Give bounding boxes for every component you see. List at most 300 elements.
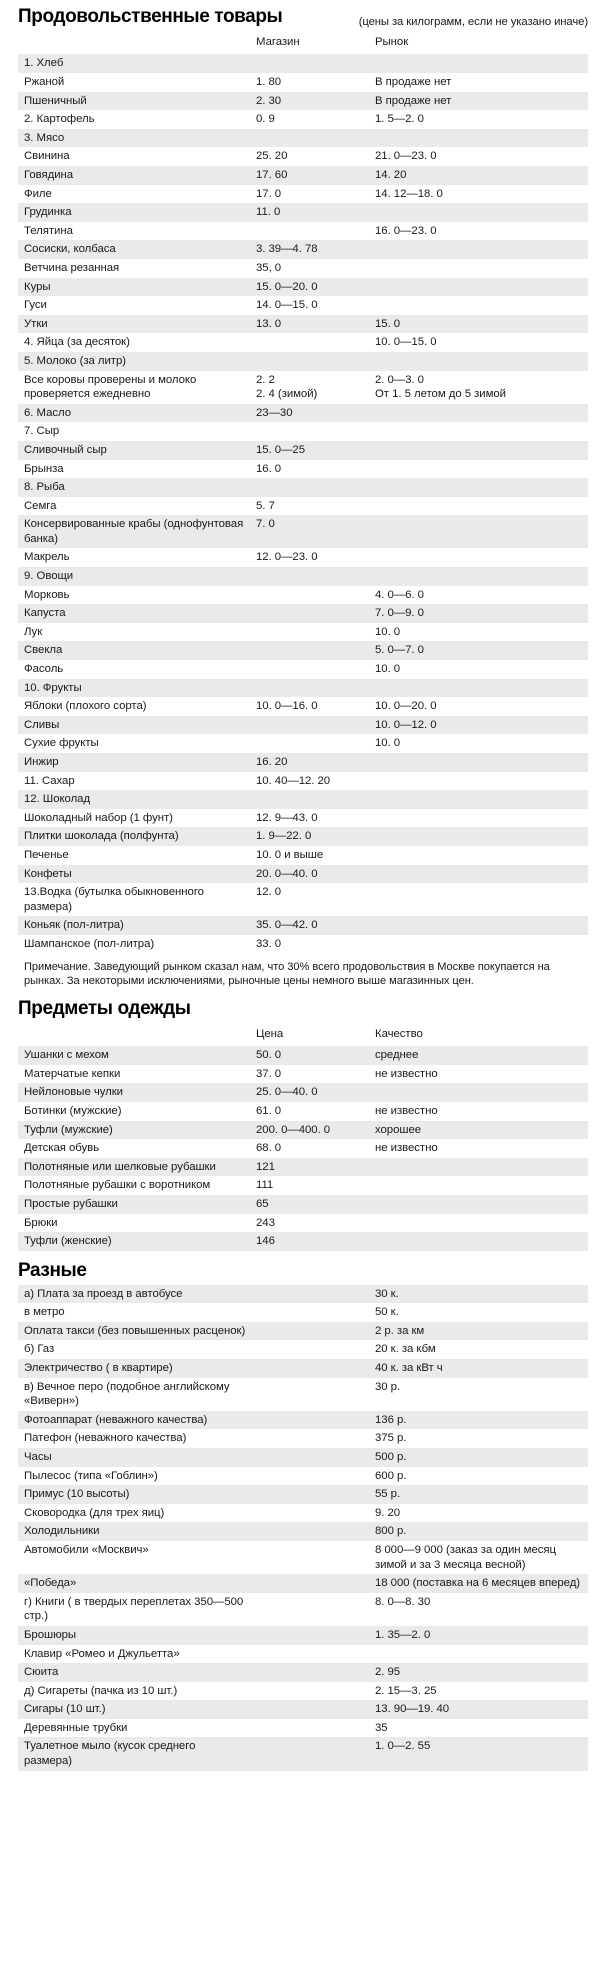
item-name: Сосиски, колбаса: [18, 240, 250, 259]
table-row: [18, 203, 588, 222]
item-price-secondary: 50 к.: [375, 1306, 399, 1319]
item-price-primary: 25. 0—40. 0: [250, 1083, 369, 1102]
table-row: [18, 865, 588, 884]
item-price-secondary: не известно: [375, 1142, 438, 1155]
item-price-secondary: 40 к. за кВт ч: [369, 1359, 588, 1378]
item-name: Сливы: [18, 716, 250, 735]
item-price-secondary: [369, 1158, 588, 1177]
section-heading-row: [18, 1260, 588, 1284]
item-name: Куры: [18, 278, 250, 297]
item-price-secondary: [369, 1232, 588, 1251]
item-price-primary: 17. 60: [250, 166, 369, 185]
column-header-2: Качество: [369, 1023, 588, 1047]
item-price-secondary: [369, 422, 588, 441]
item-name: Свекла: [18, 641, 250, 660]
item-price-secondary: 8. 0—8. 30: [375, 1595, 431, 1608]
item-name: в) Вечное перо (подобное английскому «Виверн»): [24, 1380, 230, 1408]
table-row: [18, 1522, 588, 1541]
item-price-secondary: [369, 441, 588, 460]
item-price-primary: [250, 679, 369, 698]
item-price-secondary: 18 000 (поставка на 6 месяцев вперед): [369, 1574, 588, 1593]
item-price-primary: [250, 1359, 369, 1378]
section-title: Продовольственные товары: [18, 6, 283, 27]
item-price-primary: [250, 1411, 369, 1430]
column-header-1: Магазин: [250, 31, 369, 55]
item-price-secondary: 2. 15—3. 25: [375, 1684, 437, 1697]
table-row: [18, 404, 588, 423]
item-name: Электричество ( в квартире): [18, 1359, 250, 1378]
item-price-primary: [250, 478, 369, 497]
table-row: [18, 1700, 588, 1719]
item-price-secondary: 375 р.: [375, 1432, 407, 1445]
table-row: [18, 478, 588, 497]
item-price-secondary: 16. 0—23. 0: [375, 224, 437, 237]
item-price-primary: [250, 352, 369, 371]
item-price-primary: 5. 7: [256, 499, 275, 512]
table-row: [18, 1359, 588, 1378]
item-name: Матерчатые кепки: [24, 1067, 121, 1080]
sections-container: [18, 6, 588, 1780]
table-row: [18, 716, 588, 735]
item-price-primary: 12. 0: [256, 886, 282, 899]
table-row: [18, 1574, 588, 1593]
item-name: Полотняные рубашки с воротником: [24, 1179, 211, 1192]
item-price-primary: 1. 80: [256, 76, 282, 89]
section-subtitle: (цены за килограмм, если не указано иначе): [358, 16, 588, 28]
item-price-primary: 12. 0—23. 0: [256, 551, 318, 564]
column-header-row: [18, 1023, 588, 1047]
item-price-primary: [250, 1378, 369, 1411]
table-row: [18, 315, 588, 334]
item-price-primary: 25. 20: [256, 150, 288, 163]
item-name: Туалетное мыло (кусок среднего размера): [18, 1737, 250, 1770]
table-row: [18, 371, 588, 404]
item-name: Полотняные или шелковые рубашки: [18, 1158, 250, 1177]
item-price-secondary: [369, 129, 588, 148]
item-name: 2. Картофель: [24, 113, 95, 126]
item-price-primary: 20. 0—40. 0: [250, 865, 369, 884]
item-name: Утки: [18, 315, 250, 334]
item-price-secondary: [369, 203, 588, 222]
item-name: Грудинка: [18, 203, 250, 222]
table-row: [18, 1214, 588, 1233]
item-price-secondary: 1. 0—2. 55: [369, 1737, 588, 1770]
item-name: Плитки шоколада (полфунта): [18, 827, 250, 846]
item-name: Примус (10 высоты): [18, 1485, 250, 1504]
item-name: 5. Молоко (за литр): [18, 352, 250, 371]
item-name: Патефон (неважного качества): [24, 1432, 187, 1445]
table-row: [18, 259, 588, 278]
item-price-primary: [250, 1574, 369, 1593]
table-row: [18, 92, 588, 111]
item-price-primary: 0. 9: [256, 113, 275, 126]
section-note: Примечание. Заведующий рынком сказал нам, что 30% всего продовольствия в Москве покупается на рынках. За некоторыми исключениями, рыночные цены немного выше магазинных цен.: [24, 960, 550, 988]
table-row: [18, 1340, 588, 1359]
item-name: Телятина: [24, 224, 73, 237]
item-price-primary: [250, 1448, 369, 1467]
table-row: [18, 772, 588, 791]
item-price-secondary: [369, 278, 588, 297]
section-heading-row: [18, 6, 588, 30]
item-price-secondary: 14. 20: [369, 166, 588, 185]
table-row: [18, 1102, 588, 1121]
item-price-secondary: [369, 1214, 588, 1233]
item-name: Все коровы проверены и молоко проверяется ежедневно: [24, 373, 197, 401]
item-price-secondary: 10. 0—20. 0: [375, 700, 437, 713]
item-price-primary: 3. 39—4. 78: [250, 240, 369, 259]
item-price-secondary: 30 к.: [369, 1285, 588, 1304]
item-price-primary: [250, 1700, 369, 1719]
item-price-secondary: 136 р.: [369, 1411, 588, 1430]
price-table-clothing: [18, 1023, 588, 1251]
item-price-primary: [250, 1485, 369, 1504]
item-price-primary: [250, 1719, 369, 1738]
table-row: [18, 846, 588, 865]
item-price-secondary: В продаже нет: [375, 76, 452, 89]
section-spacer: [18, 1251, 588, 1260]
item-price-secondary: 9. 20: [375, 1506, 401, 1519]
table-row: [18, 1663, 588, 1682]
item-price-secondary: 600 р.: [375, 1469, 407, 1482]
item-price-secondary: [369, 916, 588, 935]
item-name: 1. Хлеб: [18, 54, 250, 73]
item-price-secondary: [369, 352, 588, 371]
table-row: [18, 1083, 588, 1102]
table-row: [18, 1429, 588, 1448]
item-price-secondary: [369, 497, 588, 516]
item-price-secondary: [369, 296, 588, 315]
item-name: Ветчина резанная: [24, 261, 120, 274]
item-price-secondary: [369, 679, 588, 698]
table-row: [18, 809, 588, 828]
item-name: Холодильники: [18, 1522, 250, 1541]
item-price-primary: [250, 54, 369, 73]
table-row: [18, 1139, 588, 1158]
item-price-secondary: 1. 35—2. 0: [369, 1626, 588, 1645]
item-name: 12. Шоколад: [18, 790, 250, 809]
item-price-secondary: [369, 790, 588, 809]
column-header-2: Рынок: [369, 31, 588, 55]
item-price-secondary: 8 000—9 000 (заказ за один месяц зимой и за 3 месяца весной): [375, 1543, 556, 1571]
table-row: [18, 1626, 588, 1645]
item-name: Детская обувь: [24, 1142, 99, 1155]
item-price-secondary: 10. 0: [375, 663, 401, 676]
item-price-primary: [250, 1504, 369, 1523]
item-price-primary: 37. 0: [256, 1067, 282, 1080]
item-price-primary: 10. 40—12. 20: [256, 774, 331, 787]
item-price-secondary: [369, 883, 588, 916]
item-name: Макрель: [24, 551, 70, 564]
item-name: Гуси: [24, 299, 47, 312]
section-food: [18, 6, 588, 989]
table-row: [18, 604, 588, 623]
table-row: [18, 54, 588, 73]
table-row: [18, 1645, 588, 1664]
table-row: [18, 460, 588, 479]
item-name: 4. Яйца (за десяток): [24, 336, 130, 349]
item-name: Простые рубашки: [18, 1195, 250, 1214]
table-row: [18, 1682, 588, 1701]
table-row: [18, 1322, 588, 1341]
item-price-primary: 33. 0: [256, 937, 282, 950]
item-price-secondary: В продаже нет: [369, 92, 588, 111]
table-row: [18, 1158, 588, 1177]
item-price-primary: 1. 9—22. 0: [250, 827, 369, 846]
item-name: Ушанки с мехом: [18, 1046, 250, 1065]
item-name: Шампанское (пол-литра): [24, 937, 155, 950]
item-price-primary: [250, 567, 369, 586]
table-row: [18, 641, 588, 660]
item-name: в метро: [24, 1306, 65, 1319]
item-price-secondary: [369, 54, 588, 73]
table-row: [18, 1285, 588, 1304]
item-price-secondary: [369, 259, 588, 278]
table-row: [18, 73, 588, 92]
item-price-primary: [250, 1626, 369, 1645]
item-name: Ржаной: [24, 76, 65, 89]
item-price-primary: 23—30: [250, 404, 369, 423]
table-row: [18, 827, 588, 846]
table-row: [18, 1504, 588, 1523]
table-row: [18, 422, 588, 441]
item-name: Деревянные трубки: [24, 1721, 128, 1734]
item-name: Печенье: [24, 848, 69, 861]
item-price-secondary: 2 р. за км: [369, 1322, 588, 1341]
section-misc: [18, 1260, 588, 1780]
item-price-secondary: [369, 865, 588, 884]
item-price-secondary: [369, 515, 588, 548]
table-row: [18, 916, 588, 935]
table-row: [18, 147, 588, 166]
item-name: Морковь: [24, 588, 70, 601]
table-row: [18, 548, 588, 567]
item-name: 10. Фрукты: [18, 679, 250, 698]
table-row: [18, 278, 588, 297]
item-name: 11. Сахар: [24, 774, 75, 787]
table-row: [18, 1176, 588, 1195]
table-row: [18, 883, 588, 916]
item-price-primary: [250, 660, 369, 679]
item-price-primary: [250, 1541, 369, 1574]
item-price-primary: [250, 1522, 369, 1541]
item-name: 9. Овощи: [18, 567, 250, 586]
item-price-primary: [250, 641, 369, 660]
section-title: Предметы одежды: [18, 997, 191, 1019]
item-price-primary: 61. 0: [256, 1105, 282, 1118]
item-name: а) Плата за проезд в автобусе: [18, 1285, 250, 1304]
item-price-primary: [250, 1303, 369, 1322]
item-price-secondary: 10. 0—15. 0: [375, 336, 437, 349]
item-name: 8. Рыба: [18, 478, 250, 497]
item-name: Фасоль: [24, 663, 64, 676]
table-row: [18, 1448, 588, 1467]
item-price-secondary: 800 р.: [369, 1522, 588, 1541]
item-price-primary: [250, 222, 369, 241]
item-price-primary: [250, 1285, 369, 1304]
item-price-primary: [250, 1429, 369, 1448]
item-name: Брюки: [24, 1216, 58, 1229]
item-name: 7. Сыр: [24, 425, 60, 438]
table-row: [18, 734, 588, 753]
table-row: [18, 166, 588, 185]
item-price-secondary: [369, 772, 588, 791]
item-price-primary: 7. 0: [250, 515, 369, 548]
item-price-secondary: [369, 404, 588, 423]
item-price-primary: [250, 716, 369, 735]
item-name: б) Газ: [24, 1343, 55, 1356]
item-price-primary: 2. 30: [250, 92, 369, 111]
item-name: Сливочный сыр: [18, 441, 250, 460]
item-price-primary: 12. 9—43. 0: [256, 811, 318, 824]
item-price-primary: [250, 1593, 369, 1626]
column-header-row: [18, 31, 588, 55]
item-name: Филе: [24, 187, 52, 200]
item-price-primary: 65: [250, 1195, 369, 1214]
item-price-primary: 2. 2 2. 4 (зимой): [256, 373, 318, 401]
item-price-secondary: [369, 1195, 588, 1214]
table-row: [18, 660, 588, 679]
item-name: Часы: [18, 1448, 250, 1467]
table-row: [18, 1593, 588, 1626]
table-row: [18, 497, 588, 516]
table-row: [18, 679, 588, 698]
item-name: Лук: [24, 625, 43, 638]
item-price-secondary: 500 р.: [369, 1448, 588, 1467]
item-price-primary: [250, 1645, 369, 1664]
table-row: [18, 697, 588, 716]
item-name: Ботинки (мужские): [24, 1105, 122, 1118]
item-price-primary: [250, 1322, 369, 1341]
item-name: Пшеничный: [18, 92, 250, 111]
item-price-secondary: [369, 478, 588, 497]
section-clothing: [18, 998, 588, 1260]
item-price-primary: 14. 0—15. 0: [256, 299, 318, 312]
section-title: Разные: [18, 1259, 87, 1281]
item-name: Свинина: [24, 150, 70, 163]
table-row: [18, 790, 588, 809]
table-row: [18, 296, 588, 315]
item-name: Клавир «Ромео и Джульетта»: [24, 1647, 180, 1660]
price-table-misc: [18, 1285, 588, 1771]
item-price-primary: 50. 0: [250, 1046, 369, 1065]
item-price-primary: [250, 1663, 369, 1682]
table-row: [18, 1378, 588, 1411]
item-name: Инжир: [18, 753, 250, 772]
item-price-primary: 35, 0: [256, 261, 282, 274]
table-row: [18, 1485, 588, 1504]
item-price-primary: 17. 0: [256, 187, 282, 200]
item-price-primary: [250, 1340, 369, 1359]
table-row: [18, 753, 588, 772]
table-row: [18, 441, 588, 460]
item-price-primary: 15. 0—20. 0: [250, 278, 369, 297]
item-price-secondary: [369, 753, 588, 772]
price-table-food: [18, 31, 588, 954]
item-price-secondary: 30 р.: [375, 1380, 401, 1393]
item-price-secondary: 14. 12—18. 0: [375, 187, 443, 200]
item-name: Сюита: [18, 1663, 250, 1682]
item-price-primary: [250, 1682, 369, 1701]
item-price-secondary: 13. 90—19. 40: [369, 1700, 588, 1719]
table-row: [18, 333, 588, 352]
item-price-primary: 11. 0: [250, 203, 369, 222]
item-price-secondary: 55 р.: [369, 1485, 588, 1504]
section-spacer: [18, 1771, 588, 1780]
table-row: [18, 623, 588, 642]
column-header-0: [18, 1023, 250, 1047]
item-price-primary: [250, 1737, 369, 1770]
item-name: Капуста: [18, 604, 250, 623]
item-price-primary: [250, 623, 369, 642]
item-price-secondary: [369, 846, 588, 865]
table-row: [18, 586, 588, 605]
item-price-secondary: 20 к. за кбм: [375, 1343, 436, 1356]
table-row: [18, 240, 588, 259]
item-price-primary: [250, 604, 369, 623]
item-price-secondary: [369, 1083, 588, 1102]
item-name: 6. Масло: [18, 404, 250, 423]
item-name: Брошюры: [18, 1626, 250, 1645]
item-price-secondary: 2. 95: [369, 1663, 588, 1682]
item-price-primary: [250, 422, 369, 441]
item-name: Нейлоновые чулки: [18, 1083, 250, 1102]
item-name: Туфли (мужские): [18, 1121, 250, 1140]
item-price-primary: [250, 586, 369, 605]
item-name: Сухие фрукты: [24, 737, 99, 750]
item-price-secondary: 10. 0—12. 0: [369, 716, 588, 735]
item-price-primary: 243: [256, 1216, 275, 1229]
item-price-secondary: [369, 827, 588, 846]
item-price-secondary: 21. 0—23. 0: [375, 150, 437, 163]
table-row: [18, 1121, 588, 1140]
table-row: [18, 1065, 588, 1084]
item-price-secondary: [369, 548, 588, 567]
item-name: д) Сигареты (пачка из 10 шт.): [24, 1684, 178, 1697]
item-name: Автомобили «Москвич»: [24, 1543, 149, 1556]
column-header-0: [18, 31, 250, 55]
item-name: г) Книги ( в твердых переплетах 350—500 стр.): [24, 1595, 244, 1623]
item-name: Туфли (женские): [18, 1232, 250, 1251]
table-row: [18, 1046, 588, 1065]
item-price-primary: [250, 790, 369, 809]
item-name: Консервированные крабы (однофунтовая банка): [18, 515, 250, 548]
item-price-primary: 200. 0—400. 0: [250, 1121, 369, 1140]
item-price-secondary: 5. 0—7. 0: [369, 641, 588, 660]
table-row: [18, 1737, 588, 1770]
item-name: Коньяк (пол-литра): [18, 916, 250, 935]
item-name: Говядина: [18, 166, 250, 185]
item-price-primary: [250, 333, 369, 352]
item-price-secondary: [369, 809, 588, 828]
item-name: Сковородка (для трех яиц): [24, 1506, 165, 1519]
table-row: [18, 222, 588, 241]
table-row: [18, 935, 588, 954]
item-price-secondary: 2. 0—3. 0 От 1. 5 летом до 5 зимой: [375, 373, 506, 401]
item-price-secondary: [369, 567, 588, 586]
item-price-primary: 111: [256, 1179, 274, 1192]
section-heading-row: [18, 998, 588, 1022]
item-name: Семга: [24, 499, 57, 512]
item-price-secondary: среднее: [369, 1046, 588, 1065]
item-name: Конфеты: [18, 865, 250, 884]
item-price-primary: 15. 0—25: [250, 441, 369, 460]
table-row: [18, 185, 588, 204]
item-price-primary: 121: [250, 1158, 369, 1177]
item-price-secondary: [369, 240, 588, 259]
table-row: [18, 1411, 588, 1430]
item-name: Яблоки (плохого сорта): [24, 700, 147, 713]
item-name: Оплата такси (без повышенных расценок): [18, 1322, 250, 1341]
